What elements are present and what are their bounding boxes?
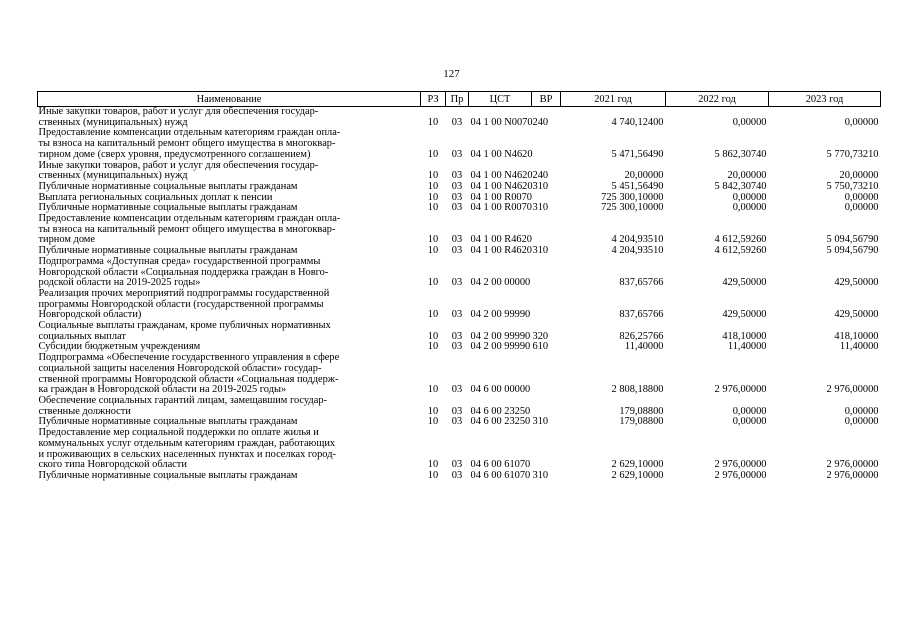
header-2023: 2023 год <box>769 92 881 107</box>
row-cst: 04 1 00 R4620 <box>470 234 532 246</box>
row-pr: 03 <box>451 245 463 257</box>
table-header-row <box>38 92 881 107</box>
budget-table <box>37 91 881 482</box>
row-value-2022: 0,00000 <box>732 405 767 417</box>
table-body <box>38 107 881 482</box>
row-value-2022: 429,50000 <box>722 309 767 321</box>
row-cst: 04 6 00 23250 <box>470 416 531 428</box>
row-value-2021: 2 629,10000 <box>611 469 664 481</box>
row-cst: 04 6 00 00000 <box>470 384 531 396</box>
row-value-2023: 5 094,56790 <box>826 245 879 257</box>
row-value-2023: 0,00000 <box>844 405 879 417</box>
row-vr: 310 <box>532 245 549 257</box>
row-value-2022: 11,40000 <box>727 341 767 353</box>
row-name <box>38 471 421 482</box>
row-cst: 04 6 00 61070 <box>470 469 531 481</box>
row-cst: 04 2 00 99990 <box>470 341 531 353</box>
row-pr: 03 <box>451 277 463 289</box>
row-rz: 10 <box>427 341 439 353</box>
row-cst: 04 1 00 N4620 <box>470 148 533 160</box>
row-cst: 04 2 00 00000 <box>470 277 531 289</box>
row-name-line: ты взноса на капитальный ремонт общего имущества в многоквар- <box>38 223 336 235</box>
row-rz: 10 <box>427 277 439 289</box>
row-name-line: Предоставление мер социальной поддержки по оплате жилья и <box>38 427 319 439</box>
row-value-2023: 5 094,56790 <box>826 234 879 246</box>
row-pr: 03 <box>451 384 463 396</box>
row-rz: 10 <box>427 191 439 203</box>
row-pr: 03 <box>451 116 463 128</box>
row-name-line: Предоставление компенсации отдельным категориям граждан опла- <box>38 213 341 225</box>
row-rz: 10 <box>427 405 439 417</box>
row-name-line: ственных (муниципальных) нужд <box>38 116 188 128</box>
header-rz: РЗ <box>421 92 446 107</box>
header-2022: 2022 год <box>666 92 769 107</box>
row-value-2023: 418,10000 <box>834 330 879 342</box>
row-name-line: ка граждан в Новгородской области на 2019-2025 годы» <box>38 384 287 396</box>
row-rz: 10 <box>427 384 439 396</box>
row-name <box>38 353 421 396</box>
row-vr <box>532 428 561 471</box>
row-value-2023: 2 976,00000 <box>826 469 879 481</box>
row-value-2021: 4 740,12400 <box>611 116 664 128</box>
row-value-2021: 837,65766 <box>619 277 664 289</box>
row-rz: 10 <box>427 170 439 182</box>
row-value-2023: 5 770,73210 <box>826 148 879 160</box>
row-name-line: ты взноса на капитальный ремонт общего имущества в многоквар- <box>38 138 336 150</box>
row-name-line: Новгородской области) <box>38 309 142 321</box>
page-number: 127 <box>443 68 460 80</box>
row-rz: 10 <box>427 469 439 481</box>
row-pr: 03 <box>451 309 463 321</box>
row-name-line: социальных выплат <box>38 330 126 342</box>
row-name-line: ского типа Новгородской области <box>38 459 187 471</box>
row-pr: 03 <box>451 148 463 160</box>
row-name-line: Субсидии бюджетным учреждениям <box>38 341 201 353</box>
row-value-2023: 0,00000 <box>844 191 879 203</box>
row-value-2023: 2 976,00000 <box>826 384 879 396</box>
row-vr <box>532 257 561 289</box>
row-name-line: ственных (муниципальных) нужд <box>38 170 188 182</box>
row-name-line: Реализация прочих мероприятий подпрограммы государственной <box>38 287 330 299</box>
row-value-2022: 0,00000 <box>732 202 767 214</box>
header-cst: ЦСТ <box>469 92 532 107</box>
row-cst: 04 1 00 N4620 <box>470 170 533 182</box>
row-name-line: Публичные нормативные социальные выплаты гражданам <box>38 245 298 257</box>
row-value-2021: 179,08800 <box>619 416 664 428</box>
row-name-line: Подпрограмма «Обеспечение государственного управления в сфере <box>38 352 340 364</box>
row-value-2021: 11,40000 <box>624 341 664 353</box>
row-name-line: Публичные нормативные социальные выплаты гражданам <box>38 469 298 481</box>
row-value-2021: 179,08800 <box>619 405 664 417</box>
row-vr <box>532 289 561 321</box>
row-value-2021: 826,25766 <box>619 330 664 342</box>
row-vr <box>532 128 561 160</box>
row-cst: 04 2 00 99990 <box>470 330 531 342</box>
row-name <box>38 289 421 321</box>
row-value-2021: 2 629,10000 <box>611 459 664 471</box>
row-cst: 04 2 00 99990 <box>470 309 531 321</box>
row-value-2022: 2 976,00000 <box>714 469 767 481</box>
row-value-2021: 4 204,93510 <box>611 234 664 246</box>
row-value-2021: 5 451,56490 <box>611 180 664 192</box>
row-pr: 03 <box>451 330 463 342</box>
row-value-2023: 429,50000 <box>834 277 879 289</box>
row-rz: 10 <box>427 202 439 214</box>
header-name: Наименование <box>38 92 421 107</box>
row-pr: 03 <box>451 191 463 203</box>
row-name-line: Социальные выплаты гражданам, кроме публичных нормативных <box>38 320 331 332</box>
row-value-2022: 5 842,30740 <box>714 180 767 192</box>
row-pr: 03 <box>451 405 463 417</box>
row-vr: 320 <box>532 330 549 342</box>
row-name-line: ственные должности <box>38 405 131 417</box>
table-row <box>38 257 881 289</box>
row-name-line: тирном доме (сверх уровня, предусмотренного соглашением) <box>38 148 311 160</box>
row-value-2023: 2 976,00000 <box>826 459 879 471</box>
row-name-line: Подпрограмма «Доступная среда» государственной программы <box>38 255 321 267</box>
row-rz: 10 <box>427 116 439 128</box>
header-vr: ВР <box>532 92 561 107</box>
row-value-2022: 4 612,59260 <box>714 234 767 246</box>
row-value-2021: 4 204,93510 <box>611 245 664 257</box>
row-rz: 10 <box>427 234 439 246</box>
row-value-2022: 2 976,00000 <box>714 459 767 471</box>
row-vr: 310 <box>532 180 549 192</box>
header-2021: 2021 год <box>561 92 666 107</box>
row-value-2023: 0,00000 <box>844 202 879 214</box>
table-row <box>38 107 881 129</box>
table-row <box>38 353 881 396</box>
row-value-2022: 2 976,00000 <box>714 384 767 396</box>
row-vr <box>532 353 561 396</box>
row-value-2023: 11,40000 <box>839 341 879 353</box>
row-pr: 03 <box>451 202 463 214</box>
row-vr: 240 <box>532 116 549 128</box>
row-rz: 10 <box>427 330 439 342</box>
row-name <box>38 428 421 471</box>
row-pr: 03 <box>451 341 463 353</box>
row-value-2022: 0,00000 <box>732 116 767 128</box>
row-vr: 310 <box>532 202 549 214</box>
row-value-2023: 429,50000 <box>834 309 879 321</box>
row-value-2022: 0,00000 <box>732 416 767 428</box>
row-name-line: Публичные нормативные социальные выплаты гражданам <box>38 180 298 192</box>
table-row <box>38 428 881 471</box>
row-name-line: Новгородской области «Социальная поддержка граждан в Новго- <box>38 266 329 278</box>
row-rz: 10 <box>427 309 439 321</box>
row-value-2023: 0,00000 <box>844 116 879 128</box>
row-cst: 04 1 00 N4620 <box>470 180 533 192</box>
row-pr: 03 <box>451 180 463 192</box>
row-cst: 04 1 00 N0070 <box>470 116 533 128</box>
row-rz: 10 <box>427 148 439 160</box>
row-name-line: социальной защиты населения Новгородской области» государ- <box>38 362 322 374</box>
row-vr: 240 <box>532 170 549 182</box>
table-row <box>38 321 881 342</box>
row-vr: 610 <box>532 341 549 353</box>
row-value-2022: 5 862,30740 <box>714 148 767 160</box>
row-pr: 03 <box>451 170 463 182</box>
row-name <box>38 214 421 246</box>
row-name <box>38 161 421 182</box>
row-name-line: Публичные нормативные социальные выплаты гражданам <box>38 202 298 214</box>
row-value-2022: 429,50000 <box>722 277 767 289</box>
row-rz: 10 <box>427 416 439 428</box>
row-value-2021: 725 300,10000 <box>601 202 664 214</box>
row-vr <box>532 396 561 417</box>
row-name-line: родской области на 2019-2025 годы» <box>38 277 201 289</box>
row-value-2022: 4 612,59260 <box>714 245 767 257</box>
row-vr <box>532 214 561 246</box>
row-name <box>38 128 421 160</box>
row-cst: 04 1 00 R0070 <box>470 191 532 203</box>
row-vr: 310 <box>532 416 549 428</box>
table-row <box>38 471 881 482</box>
row-cst: 04 6 00 61070 <box>470 459 531 471</box>
row-pr: 03 <box>451 416 463 428</box>
row-value-2021: 20,00000 <box>624 170 664 182</box>
row-name-line: Выплата региональных социальных доплат к пенсии <box>38 191 273 203</box>
row-value-2021: 2 808,18800 <box>611 384 664 396</box>
row-name <box>38 396 421 417</box>
row-value-2021: 5 471,56490 <box>611 148 664 160</box>
row-name-line: и проживающих в сельских населенных пунктах и поселках город- <box>38 448 336 460</box>
header-pr: Пр <box>446 92 469 107</box>
row-pr: 03 <box>451 234 463 246</box>
row-value-2021: 837,65766 <box>619 309 664 321</box>
row-rz: 10 <box>427 245 439 257</box>
row-value-2022: 0,00000 <box>732 191 767 203</box>
row-value-2021: 725 300,10000 <box>601 191 664 203</box>
row-name-line: Обеспечение социальных гарантий лицам, замещавшим государ- <box>38 394 327 406</box>
table-row <box>38 128 881 160</box>
row-name-line: ственной программы Новгородской области «Социальная поддерж- <box>38 373 339 385</box>
table-row <box>38 214 881 246</box>
row-name-line: программы Новгородской области (государственной программы <box>38 298 324 310</box>
row-value-2022: 418,10000 <box>722 330 767 342</box>
row-name <box>38 321 421 342</box>
row-name-line: Публичные нормативные социальные выплаты гражданам <box>38 416 298 428</box>
row-name-line: Иные закупки товаров, работ и услуг для обеспечения государ- <box>38 106 319 117</box>
row-value-2023: 0,00000 <box>844 416 879 428</box>
row-cst: 04 1 00 R0070 <box>470 202 532 214</box>
row-name-line: тирном доме <box>38 234 95 246</box>
row-rz: 10 <box>427 459 439 471</box>
row-pr: 03 <box>451 459 463 471</box>
row-value-2023: 5 750,73210 <box>826 180 879 192</box>
row-pr: 03 <box>451 469 463 481</box>
row-value-2023: 20,00000 <box>839 170 879 182</box>
row-name-line: коммунальных услуг отдельным категориям граждан, работающих <box>38 437 336 449</box>
table-row <box>38 396 881 417</box>
row-name-line: Иные закупки товаров, работ и услуг для обеспечения государ- <box>38 159 319 171</box>
table-row <box>38 161 881 182</box>
row-rz: 10 <box>427 180 439 192</box>
row-name <box>38 107 421 129</box>
row-name-line: Предоставление компенсации отдельным категориям граждан опла- <box>38 127 341 139</box>
row-cst: 04 1 00 R4620 <box>470 245 532 257</box>
row-vr: 310 <box>532 469 549 481</box>
row-cst: 04 6 00 23250 <box>470 405 531 417</box>
row-name <box>38 257 421 289</box>
table-row <box>38 289 881 321</box>
row-value-2022: 20,00000 <box>727 170 767 182</box>
